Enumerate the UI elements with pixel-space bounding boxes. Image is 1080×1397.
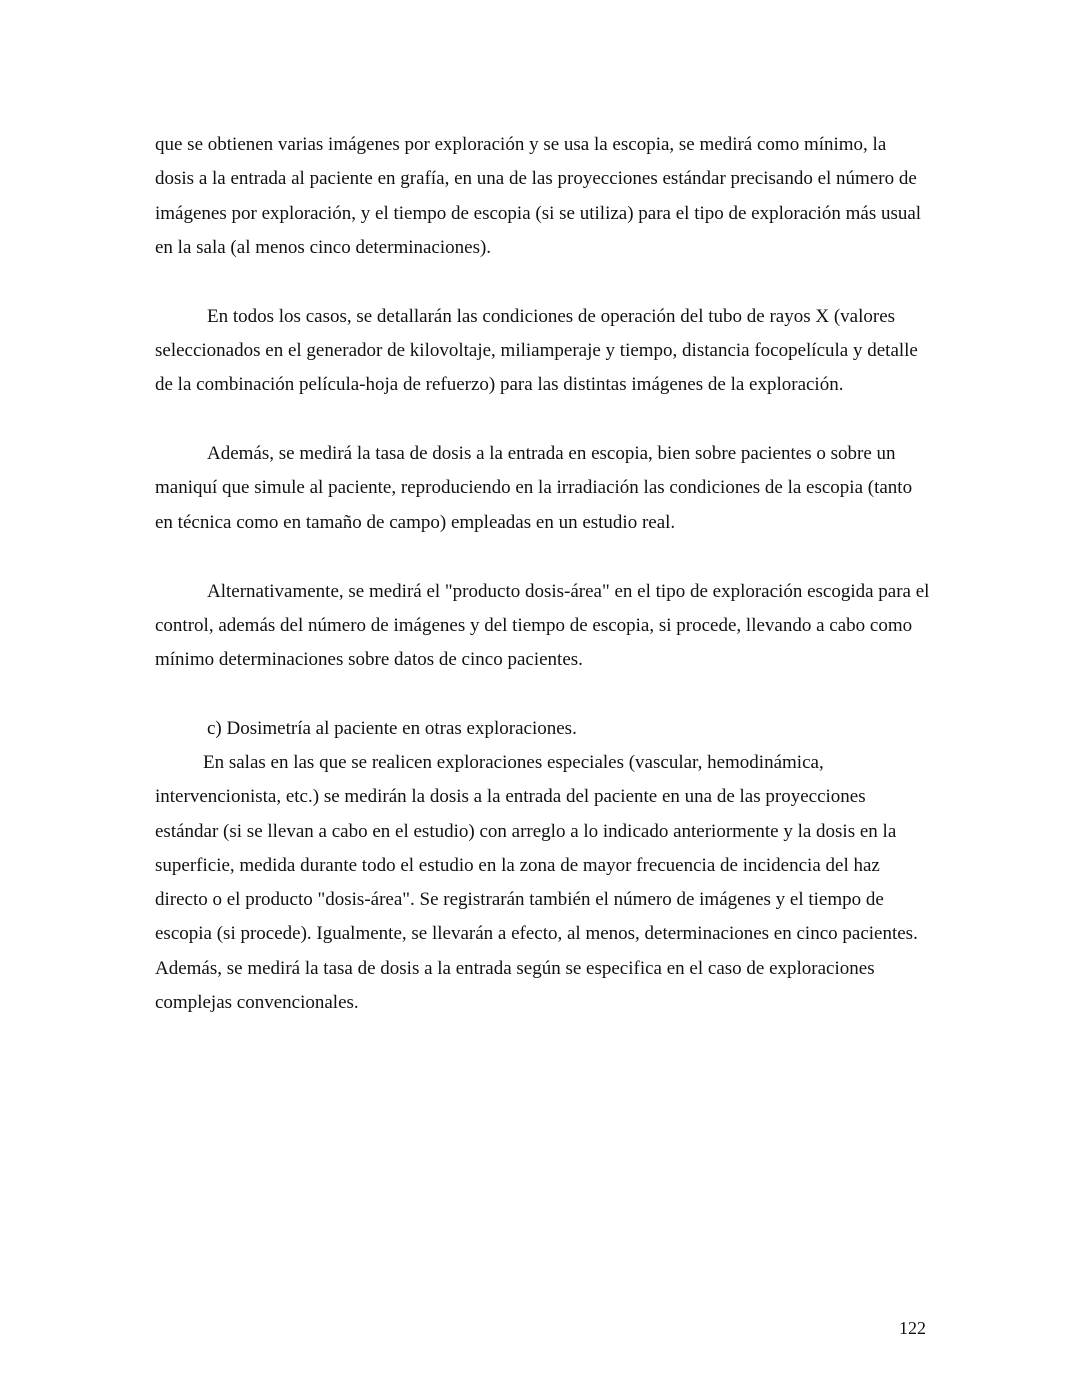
- section-heading: c) Dosimetría al paciente en otras exploraciones.: [207, 718, 577, 739]
- paragraph-5-line-5: directo o el producto "dosis-área". Se registrarán también el número de imágenes y el tiempo de: [155, 889, 884, 910]
- paragraph-2-line-3: de la combinación película-hoja de refuerzo) para las distintas imágenes de la exploración.: [155, 374, 844, 395]
- paragraph-5-line-8: complejas convencionales.: [155, 992, 359, 1013]
- paragraph-2-line-2: seleccionados en el generador de kilovoltaje, miliamperaje y tiempo, distancia focopelícula y detalle: [155, 340, 918, 361]
- paragraph-1-line-1: que se obtienen varias imágenes por exploración y se usa la escopia, se medirá como mínimo, la: [155, 134, 887, 155]
- paragraph-1-line-4: en la sala (al menos cinco determinaciones).: [155, 237, 492, 258]
- paragraph-5-line-1: En salas en las que se realicen exploraciones especiales (vascular, hemodinámica,: [203, 752, 824, 773]
- paragraph-3-line-2: maniquí que simule al paciente, reproduciendo en la irradiación las condiciones de la escopia (tanto: [155, 477, 913, 498]
- paragraph-5-line-3: estándar (si se llevan a cabo en el estudio) con arreglo a lo indicado anteriormente y la dosis en la: [155, 821, 897, 842]
- paragraph-5-line-7: Además, se medirá la tasa de dosis a la entrada según se especifica en el caso de exploraciones: [155, 958, 875, 979]
- paragraph-5-line-4: superficie, medida durante todo el estudio en la zona de mayor frecuencia de incidencia del haz: [155, 855, 880, 876]
- paragraph-1-line-2: dosis a la entrada al paciente en grafía, en una de las proyecciones estándar precisando el número de: [155, 168, 917, 189]
- paragraph-1-line-3: imágenes por exploración, y el tiempo de escopia (si se utiliza) para el tipo de exploración más usual: [155, 203, 922, 224]
- paragraph-3-line-3: en técnica como en tamaño de campo) empleadas en un estudio real.: [155, 512, 676, 533]
- paragraph-4-line-3: mínimo determinaciones sobre datos de cinco pacientes.: [155, 649, 583, 670]
- paragraph-3-line-1: Además, se medirá la tasa de dosis a la entrada en escopia, bien sobre pacientes o sobre un: [207, 443, 896, 464]
- paragraph-5-line-2: intervencionista, etc.) se medirán la dosis a la entrada del paciente en una de las proyecciones: [155, 786, 866, 807]
- paragraph-2-line-1: En todos los casos, se detallarán las condiciones de operación del tubo de rayos X (valores: [207, 306, 896, 327]
- page-number: 122: [899, 1318, 926, 1338]
- paragraph-4-line-2: control, además del número de imágenes y del tiempo de escopia, si procede, llevando a cabo como: [155, 615, 913, 636]
- paragraph-5-line-6: escopia (si procede). Igualmente, se llevarán a efecto, al menos, determinaciones en cinco pacientes.: [155, 923, 918, 944]
- paragraph-4-line-1: Alternativamente, se medirá el "producto dosis-área" en el tipo de exploración escogida para el: [207, 581, 930, 602]
